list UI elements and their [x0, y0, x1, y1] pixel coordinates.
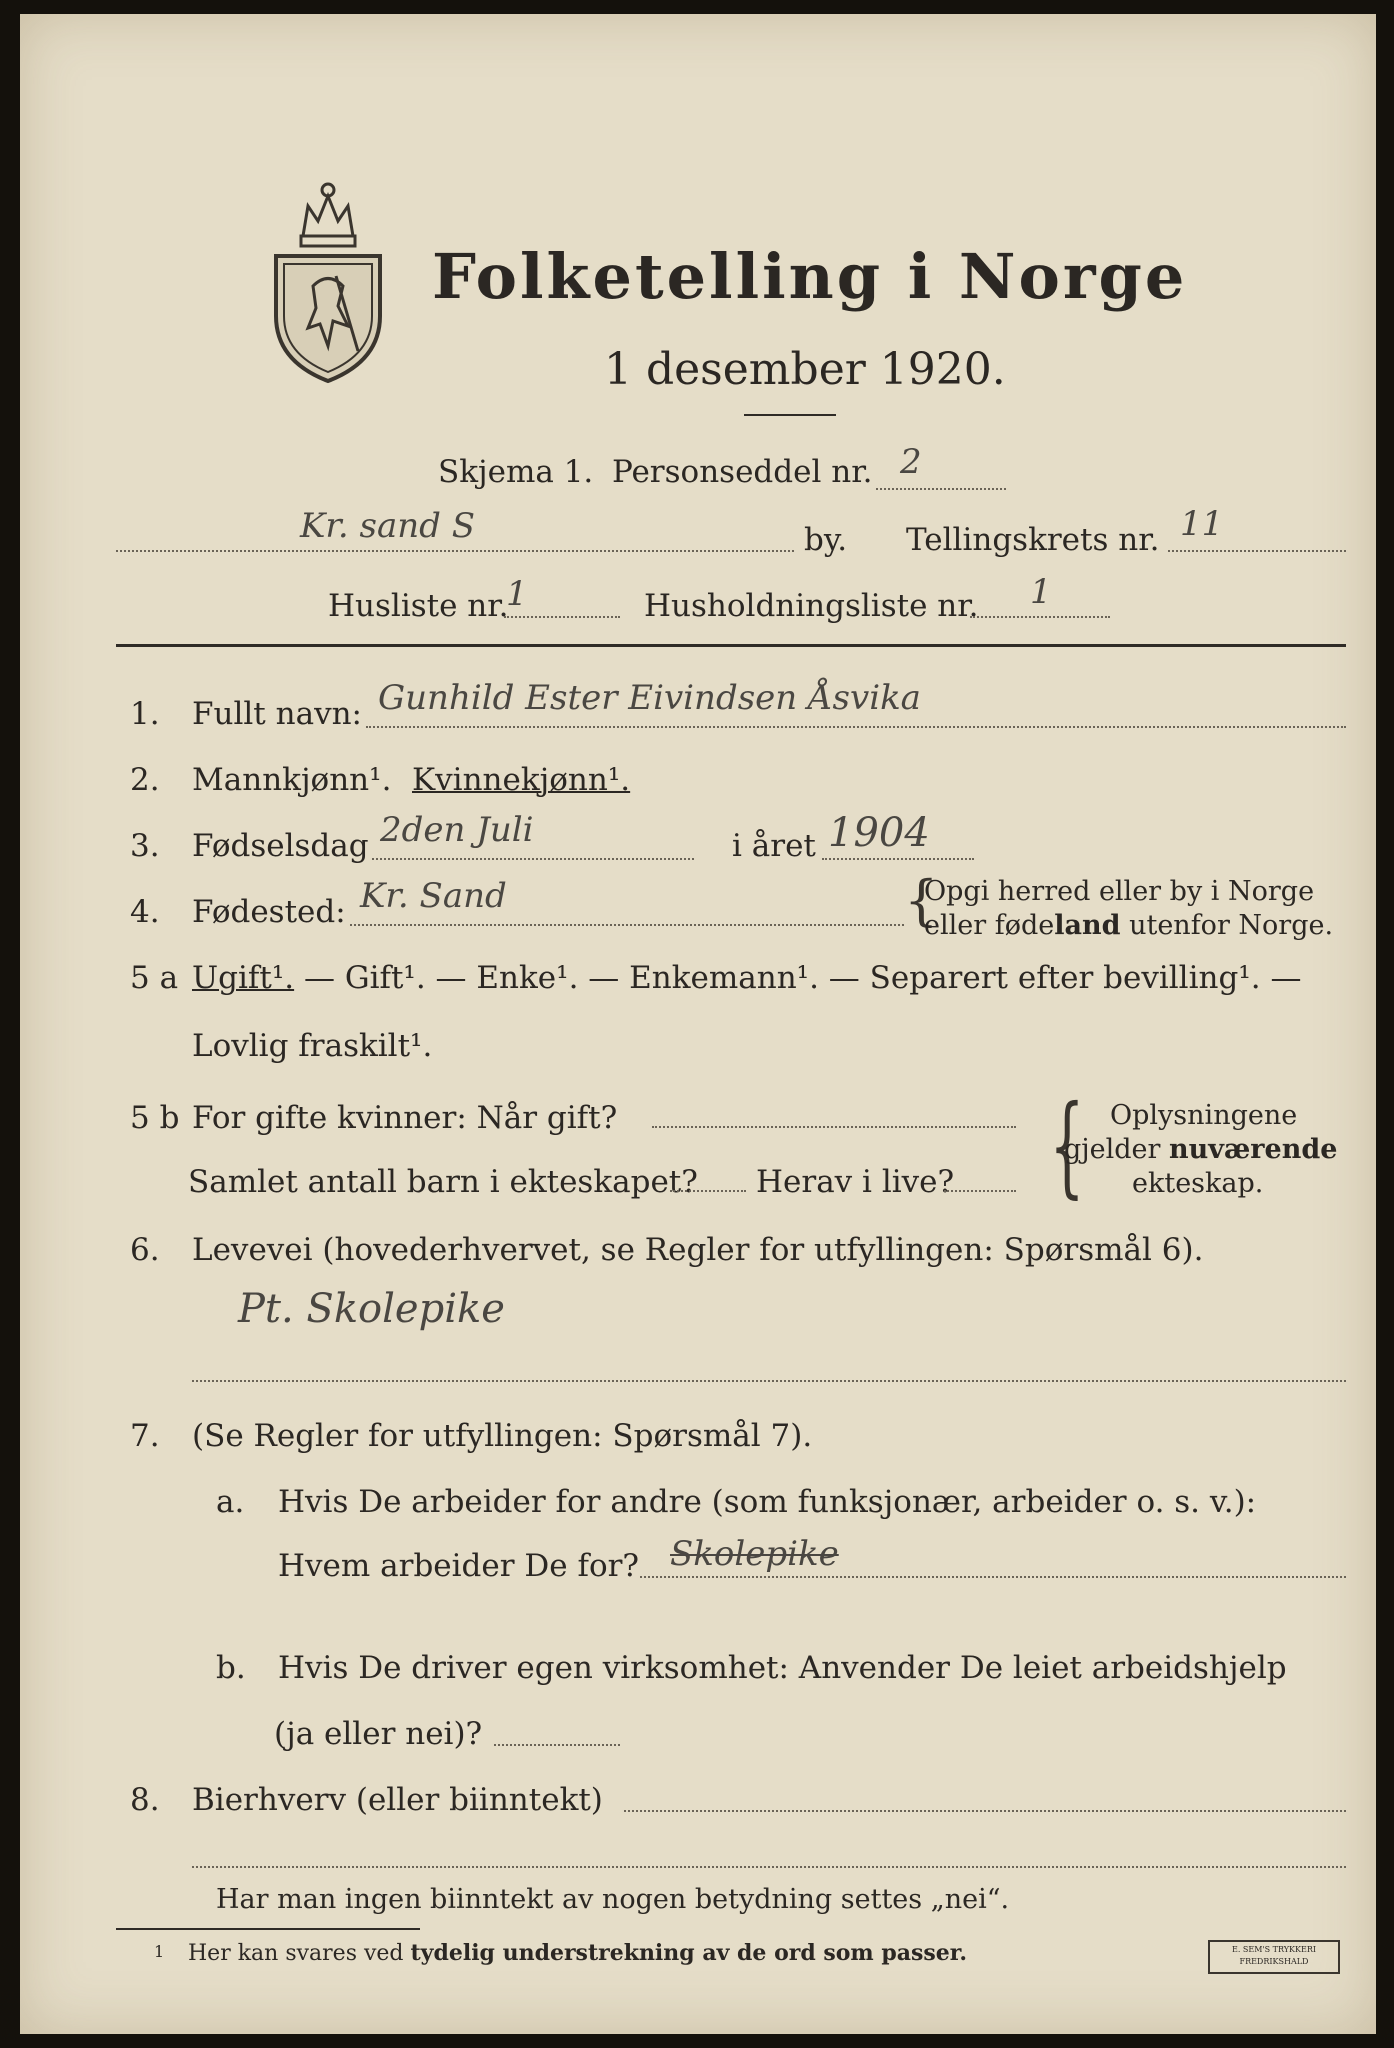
q8-line: [624, 1810, 1346, 1812]
q7-number: 7.: [130, 1418, 160, 1454]
birth-day-value: 2den Juli: [380, 810, 534, 850]
tellingskrets-label: Tellingskrets nr.: [906, 522, 1160, 558]
footnote-rule: [116, 1928, 420, 1930]
employer-value: Skolepike: [670, 1534, 839, 1574]
q4-note-brace: {: [904, 869, 939, 932]
husliste-value: 1: [506, 574, 528, 614]
q5b-note2: gjelder nuværende: [1064, 1134, 1338, 1165]
nei-note: Har man ingen biinntekt av nogen betydning settes „nei“.: [216, 1884, 1010, 1915]
marital-unmarried-option: Ugift¹.: [192, 960, 295, 996]
form-subtitle: 1 desember 1920.: [604, 344, 1006, 395]
q4-line: [350, 924, 904, 926]
husholdning-value: 1: [1030, 572, 1052, 612]
q1-label: Fullt navn:: [192, 696, 362, 732]
q6-number: 6.: [130, 1232, 160, 1268]
q8-extra-line: [192, 1866, 1346, 1868]
tellingskrets-value: 11: [1180, 504, 1224, 544]
q3-year-line: [822, 858, 974, 860]
title-divider: [744, 414, 836, 416]
city-value: Kr. sand S: [300, 506, 476, 546]
q7a-line: [640, 1576, 1346, 1578]
personseddel-value: 2: [900, 442, 922, 482]
q7a-letter: a.: [216, 1484, 245, 1520]
q7-label: (Se Regler for utfyllingen: Spørsmål 7).: [192, 1418, 813, 1454]
q5a-number: 5 a: [130, 960, 179, 996]
q5b-note3: ekteskap.: [1132, 1168, 1264, 1199]
footnote-text: Her kan svares ved tydelig understrekning av de ord som passer.: [188, 1940, 968, 1966]
by-label: by.: [804, 522, 848, 558]
q4-label: Fødested:: [192, 894, 346, 930]
q5a-line2: Lovlig fraskilt¹.: [192, 1028, 433, 1064]
printer-stamp: E. SEM'S TRYKKERI FREDRIKSHALD: [1208, 1940, 1340, 1974]
coat-of-arms-icon: [268, 176, 388, 391]
q3-label: Fødselsdag: [192, 828, 369, 864]
q5b-children-line: [670, 1190, 746, 1192]
husholdning-label: Husholdningsliste nr.: [644, 588, 979, 624]
husliste-line: [504, 616, 620, 618]
gender-female-option: Kvinnekjønn¹.: [412, 762, 631, 798]
husliste-label: Husliste nr.: [328, 588, 509, 624]
gender-male-option: Mannkjønn¹.: [192, 762, 392, 798]
schema-label: Skjema 1.: [438, 454, 594, 490]
census-form-page: [20, 14, 1376, 2034]
q5b-note1: Oplysningene: [1110, 1100, 1298, 1131]
q5b-note-brace: {: [1049, 1081, 1085, 1209]
q1-line: [366, 726, 1346, 728]
birthplace-value: Kr. Sand: [360, 876, 507, 916]
q3-number: 3.: [130, 828, 160, 864]
q3-year-label: i året: [732, 828, 816, 864]
birth-year-value: 1904: [828, 810, 930, 856]
q3-day-line: [372, 858, 694, 860]
q6-extra-line: [192, 1380, 1346, 1382]
q5b-married-when-label: For gifte kvinner: Når gift?: [192, 1100, 618, 1136]
q4-note-line1: Opgi herred eller by i Norge: [924, 876, 1315, 907]
q5b-alive-line: [944, 1190, 1016, 1192]
husholdning-line: [970, 616, 1110, 618]
q4-note-line2: eller fødeland utenfor Norge.: [924, 910, 1334, 941]
q5b-number: 5 b: [130, 1100, 180, 1136]
q7b-line: [494, 1744, 620, 1746]
city-line: [116, 550, 794, 552]
q6-label: Levevei (hovederhvervet, se Regler for utfyllingen: Spørsmål 6).: [192, 1232, 1204, 1268]
q2-number: 2.: [130, 762, 160, 798]
q7a-line2: Hvem arbeider De for?: [278, 1548, 640, 1584]
q8-number: 8.: [130, 1782, 160, 1818]
q8-label: Bierhverv (eller biinntekt): [192, 1782, 603, 1818]
q5b-alive-label: Herav i live?: [756, 1164, 955, 1200]
q5b-children-label: Samlet antall barn i ekteskapet?: [188, 1164, 698, 1200]
full-name-value: Gunhild Ester Eivindsen Åsvika: [378, 678, 921, 718]
footnote-number: 1: [154, 1942, 165, 1961]
occupation-value: Pt. Skolepike: [238, 1286, 505, 1332]
form-title: Folketelling i Norge: [432, 240, 1188, 313]
personseddel-line: [876, 488, 1006, 490]
personseddel-label: Personseddel nr.: [612, 454, 873, 490]
q1-number: 1.: [130, 696, 160, 732]
q5a-options: Ugift¹. — Gift¹. — Enke¹. — Enkemann¹. — Separert efter bevilling¹. —: [192, 960, 1302, 996]
header-separator: [116, 644, 1346, 647]
q7b-letter: b.: [216, 1650, 246, 1686]
tellingskrets-line: [1168, 550, 1346, 552]
q7b-line1: Hvis De driver egen virksomhet: Anvender De leiet arbeidshjelp: [278, 1650, 1287, 1686]
q4-number: 4.: [130, 894, 160, 930]
q7b-line2: (ja eller nei)?: [274, 1716, 483, 1752]
q5b-married-line: [652, 1126, 1016, 1128]
q7a-line1: Hvis De arbeider for andre (som funksjonær, arbeider o. s. v.):: [278, 1484, 1257, 1520]
